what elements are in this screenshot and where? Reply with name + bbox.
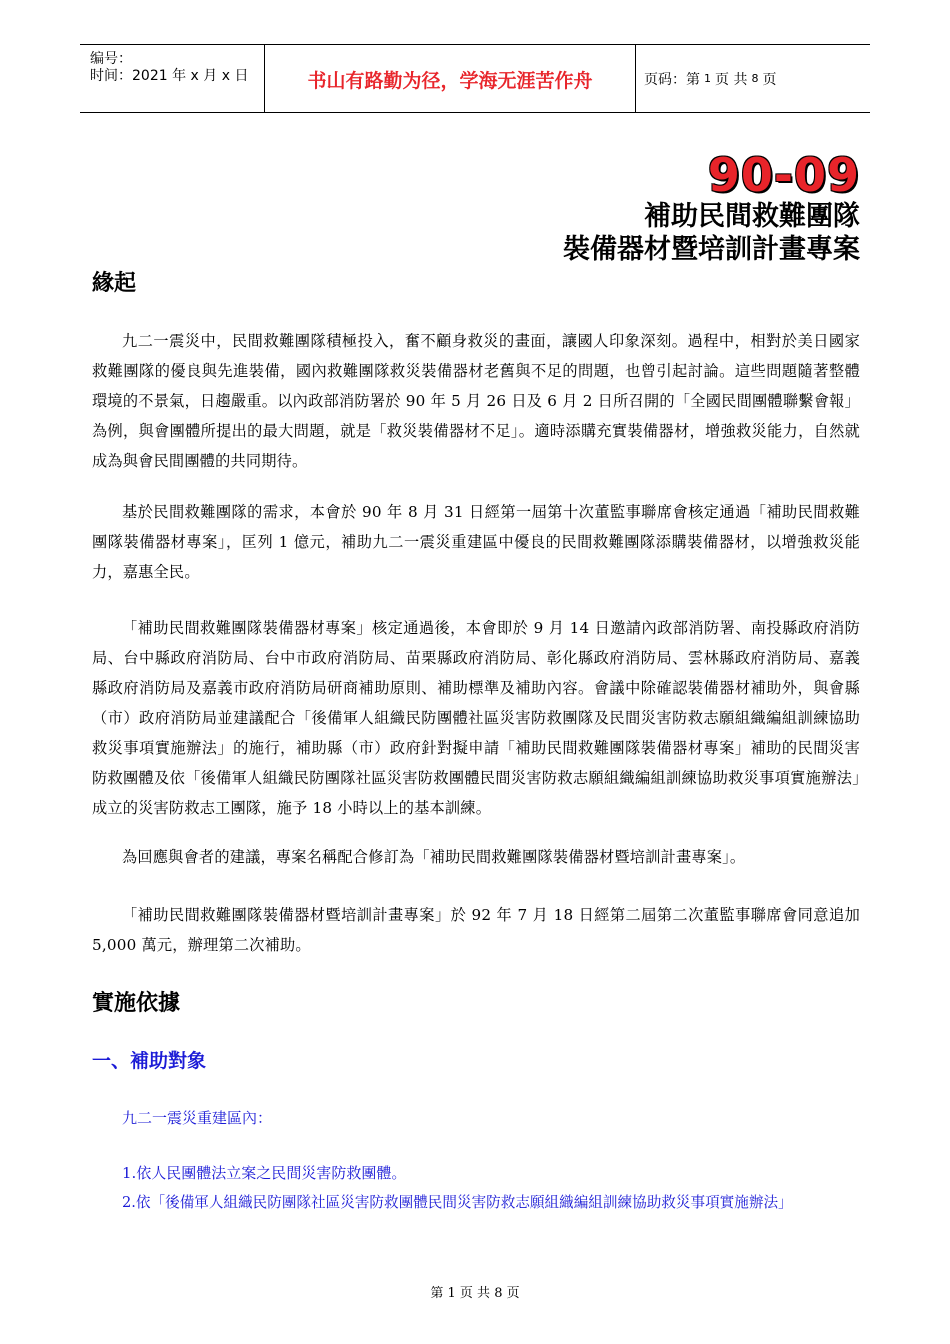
paragraph-1: 九二一震災中，民間救難團隊積極投入，奮不顧身救災的畫面，讓國人印象深刻。過程中，相對於美日國家救難團隊的優良與先進裝備，國內救難團隊救災裝備器材老舊與不足的問題，也曾引起討論。這些問題隨著整體環境的不景氣，日趨嚴重。以內政部消防署於 90 年 5 月 26 日及 6 月 2 日所召開的「全國民間團體聯繫會報」為例，與會團體所提出的最大問題，就是「救災裝備器材不足」。適時添購充實裝備器材，增強救災能力，自然就成為與會民間團體的共同期待。 — [92, 332, 860, 470]
header-meta — [80, 45, 264, 112]
header-motto: 书山有路勤为径，学海无涯苦作舟 — [264, 45, 636, 112]
page-prefix: 页码：第 — [644, 71, 700, 88]
page-mid: 页 共 — [715, 71, 748, 88]
origin-heading: 緣起 — [92, 270, 137, 296]
page-footer: 第 1 页 共 8 页 — [430, 1286, 520, 1301]
paragraph-3: 「補助民間救難團隊裝備器材專案」核定通過後，本會即於 9 月 14 日邀請內政部消防署、南投縣政府消防局、台中縣政府消防局、台中市政府消防局、苗栗縣政府消防局、彰化縣政府消防局、雲林縣政府消防局、嘉義縣政府消防局及嘉義市政府消防局研商補助原則、補助標準及補助內容。會議中除確認裝備器材補助外，與會縣（市）政府消防局並建議配合「後備軍人組織民防團體社區災害防救團隊及民間災害防救志願組織編組訓練協助救災事項實施辦法」的施行，補助縣（市）政府針對擬申請「補助民間救難團隊裝備器材專案」補助的民間災害防救團體及依「後備軍人組織民防團隊社區災害防救團體民間災害防救志願組織編組訓練協助救災事項實施辦法」成立的災害防救志工團隊，施予 18 小時以上的基本訓練。 — [92, 619, 860, 817]
page-total: 8 — [751, 72, 759, 85]
subsidy-target-heading: 一、補助對象 — [92, 1050, 207, 1072]
number-label: 编号： — [90, 51, 132, 67]
title-line-1: 補助民間救難團隊 — [644, 201, 860, 232]
header-page-info — [636, 45, 870, 112]
project-code: 90-09 — [707, 148, 860, 202]
paragraph-2: 基於民間救難團隊的需求，本會於 90 年 8 月 31 日經第一屆第十次董監事聯席會核定通過「補助民間救難團隊裝備器材專案」，匡列 1 億元，補助九二一震災重建區中優良的民間救難團隊添購裝備器材，以增強救災能力，嘉惠全民。 — [92, 503, 860, 581]
time-label: 时间：2021 年 x 月 x 日 — [90, 68, 249, 84]
document-header — [80, 44, 870, 113]
title-line-2: 裝備器材暨培訓計畫專案 — [563, 234, 860, 265]
list-item-2: 2.依「後備軍人組織民防團隊社區災害防救團體民間災害防救志願組織編組訓練協助救災事項實施辦法」 — [122, 1194, 793, 1211]
basis-heading: 實施依據 — [92, 990, 181, 1016]
region-line: 九二一震災重建區內： — [122, 1109, 273, 1127]
paragraph-4: 為回應與會者的建議，專案名稱配合修訂為「補助民間救難團隊裝備器材暨培訓計畫專案」。 — [122, 848, 746, 866]
list-item-1: 1.依人民團體法立案之民間災害防救團體。 — [122, 1164, 407, 1182]
document-title — [563, 150, 860, 266]
paragraph-5: 「補助民間救難團隊裝備器材暨培訓計畫專案」於 92 年 7 月 18 日經第二屆第二次董監事聯席會同意追加 5,000 萬元，辦理第二次補助。 — [92, 906, 860, 954]
page-current: 1 — [704, 72, 711, 85]
page-suffix: 页 — [762, 71, 777, 88]
